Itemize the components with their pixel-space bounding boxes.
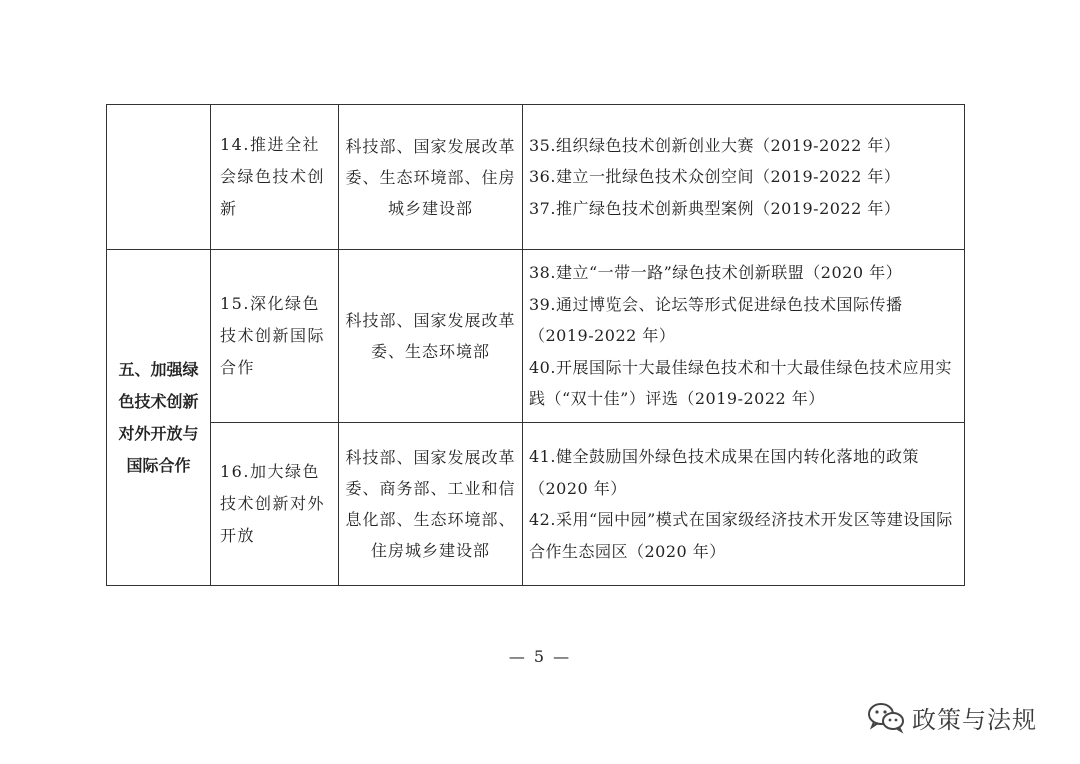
- table-row: [107, 105, 965, 250]
- task-cell: 15.深化绿色技术创新国际合作: [211, 250, 339, 423]
- list-item: 41.健全鼓励国外绿色技术成果在国内转化落地的政策（2020 年）: [529, 447, 919, 498]
- departments-cell: 科技部、国家发展改革委、生态环境部、住房城乡建设部: [339, 105, 523, 250]
- wechat-icon: [866, 700, 906, 734]
- departments-cell: 科技部、国家发展改革委、生态环境部: [339, 250, 523, 423]
- table-row: [107, 250, 965, 423]
- list-item: 38.建立“一带一路”绿色技术创新联盟（2020 年）: [529, 263, 903, 283]
- table-row: [107, 423, 965, 586]
- departments-cell: 科技部、国家发展改革委、商务部、工业和信息化部、生态环境部、住房城乡建设部: [339, 423, 523, 586]
- list-item: 42.采用“园中园”模式在国家级经济技术开发区等建设国际合作生态园区（2020 年）: [529, 510, 953, 561]
- task-cell: 16.加大绿色技术创新对外开放: [211, 423, 339, 586]
- items-cell: [523, 105, 965, 250]
- category-cell: 五、加强绿色技术创新对外开放与国际合作: [107, 250, 211, 586]
- watermark-text: 政策与法规: [912, 705, 1037, 734]
- list-item: 37.推广绿色技术创新典型案例（2019-2022 年）: [529, 198, 901, 218]
- list-item: 35.组织绿色技术创新创业大赛（2019-2022 年）: [529, 135, 901, 155]
- items-cell: [523, 423, 965, 586]
- task-cell: 14.推进全社会绿色技术创新: [211, 105, 339, 250]
- page-number: — 5 —: [508, 647, 572, 666]
- list-item: 39.通过博览会、论坛等形式促进绿色技术国际传播（2019-2022 年）: [529, 294, 903, 346]
- category-cell: [107, 105, 211, 250]
- list-item: 36.建立一批绿色技术众创空间（2019-2022 年）: [529, 167, 901, 187]
- watermark: [866, 697, 1037, 737]
- items-cell: [523, 250, 965, 423]
- list-item: 40.开展国际十大最佳绿色技术和十大最佳绿色技术应用实践（“双十佳”）评选（2019-2022 年）: [529, 357, 952, 409]
- policy-table: [106, 104, 965, 586]
